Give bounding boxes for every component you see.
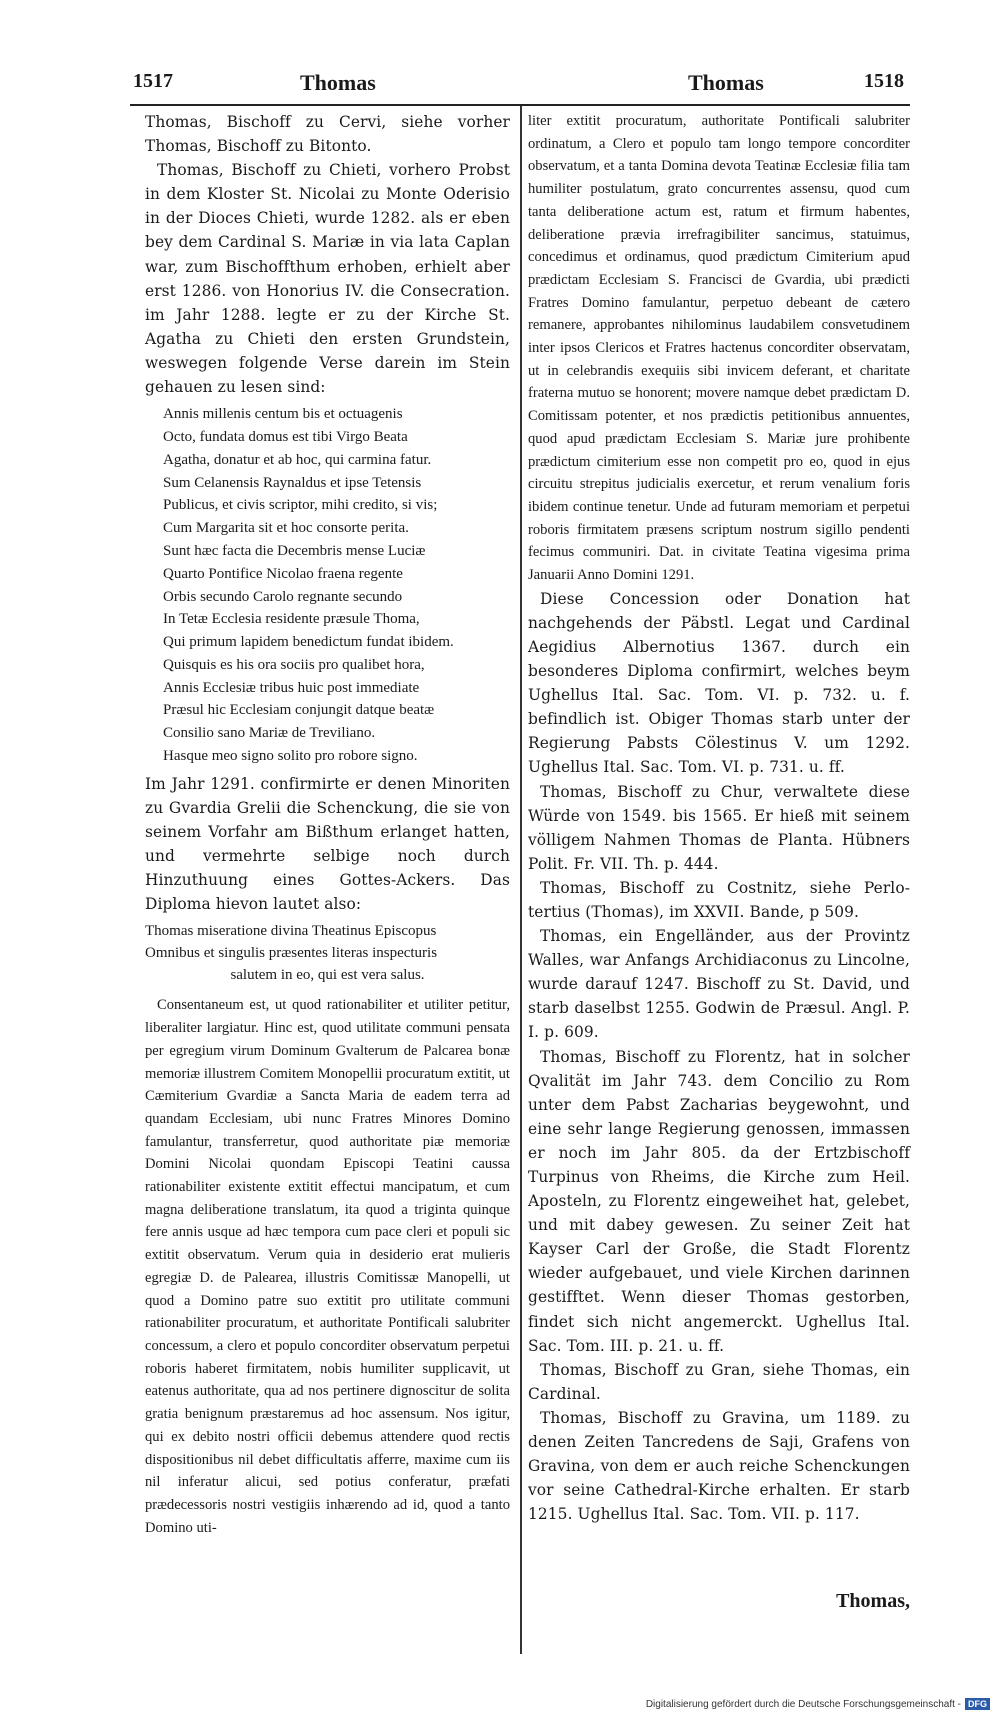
verse-line: Publicus, et civis scriptor, mihi credito, si vis; <box>163 497 438 514</box>
entry-thomas-englaender: Thomas, ein Engelländer, aus der Provintz Walles, war Anfangs Archidiaconus zu Lincolne, wurde darauf 1247. Bischoff zu St. David, und starb daselbst 1255. Godwin de Præsul. Angl. P. I. p. 609. <box>528 927 910 1042</box>
entry-thomas-gran: Thomas, Bischoff zu Gran, siehe Thomas, ein Cardinal. <box>528 1360 910 1403</box>
verse-line: Octo, fundata domus est tibi Virgo Beata <box>163 428 408 445</box>
verse-line: Cum Margarita sit et hoc consorte perita. <box>163 520 409 537</box>
entry-thomas-chieti: Thomas, Bischoff zu Chieti, vorhero Probst in dem Kloster St. Nicolai zu Monte Oderisio in der Dioces Chieti, wurde 1282. als er eben bey dem Cardinal S. Mariæ in via lata Caplan war, zum Bischoffthum erhoben, erhielt aber erst 1286. von Honorius IV. die Consecration. im Jahr 1288. legte er zu der Kirche St. Agatha zu Chieti den ersten Grundstein, weswegen folgende Verse darein im Stein gehauen zu lesen sind: <box>145 161 510 397</box>
left-page-number: 1517 <box>133 70 173 92</box>
diploma-line: Omnibus et singulis præsentes literas inspecturis <box>145 945 438 962</box>
right-running-title: Thomas <box>688 70 764 95</box>
verse-line: Sum Celanensis Raynaldus et ipse Tetensis <box>163 474 422 491</box>
verse-line: In Tetæ Ecclesia residente præsule Thoma, <box>163 611 420 628</box>
entry-thomas-gravina: Thomas, Bischoff zu Gravina, um 1189. zu denen Zeiten Tancredens de Saji, Grafens von Gravina, von dem er auch reiche Schenckungen vor seine Cathedral-Kirche erhalten. Er starb 1215. Ughellus Ital. Sac. Tom. VII. p. 117. <box>528 1408 910 1524</box>
diploma-heading <box>145 920 510 986</box>
diploma-text: Consentaneum est, ut quod rationabiliter et utiliter petitur, liberaliter largiatur. Hinc est, quod utilitate communi pensata per egregium virum Dominum Gvalterum de Palcarea bonæ memoriæ illustrem Comitem Monopellii procuratum extitit, ut Cæmiterium Gvardiæ a Sancta Maria de eadem terra ad quandam Ecclesiam, ubi nunc Fratres Minores Domino famulantur, transferretur, quod authoritate piæ memoriæ Domini Nicolai quondam Episcopi Teatini caussa rationabiliter existente extitit effectui mancipatum, et cum magna deliberatione translatum, ita quod a triginta quinque fere annis usque ad hæc tempora cum pace cleri et populi sic extitit observatum. Verum quia in desiderio erat mulieris egregiæ D. de Palearea, illustris Comitissæ Manopelli, ut quod a Domino patre suo extitit pro utilitate communi rationabiliter procuratum, et authoritate Pontificali salubriter concessum, a clero et populo concorditer observatum perpetui roboris haberet firmitatem, nobis humiliter supplicavit, ut eatenus authoritate, qua ad nos pertinere dignoscitur de solita gratia benignum præstaremus ad hoc assensum. Nos igitur, qui ex debito nostri officii debemus attendere quod rectis dispositionibus nil debet difficultatis afferre, maxime cum iis nil inferatur alicui, sed potius conferatur, præfati prædecessoris nostri vestigiis inhærendo ad id, quod a tanto Domino uti- <box>145 997 510 1536</box>
entry-thomas-cervi: Thomas, Bischoff zu Cervi, siehe vorher Thomas, Bischoff zu Bitonto. <box>145 113 510 156</box>
right-page-number: 1518 <box>864 70 904 92</box>
right-column <box>528 110 910 1526</box>
verse-line: Quarto Pontifice Nicolao fraena regente <box>163 565 403 582</box>
entry-thomas-chur: Thomas, Bischoff zu Chur, verwaltete diese Würde von 1549. bis 1565. Er hieß mit seinem völligem Nahmen Thomas de Planta. Hübners Polit. Fr. VII. Th. p. 444. <box>528 782 910 873</box>
verse-line: Sunt hæc facta die Decembris mense Luciæ <box>163 542 426 559</box>
diploma-line: Thomas miseratione divina Theatinus Episcopus <box>145 923 437 940</box>
footer-text: Digitalisierung gefördert durch die Deutsche Forschungsgemeinschaft - <box>645 1698 961 1710</box>
verse-line: Annis millenis centum bis et octuagenis <box>163 406 403 423</box>
diploma-line: salutem in eo, qui est vera salus. <box>230 967 425 984</box>
verse-line: Consilio sano Mariæ de Treviliano. <box>163 725 376 742</box>
dfg-logo-icon: DFG <box>965 1698 990 1710</box>
diploma-text-continued: liter extitit procuratum, authoritate Pontificali salubriter ordinatum, a Clero et populo tam longo tempore concorditer observatum, et a tanta Domina devota Teatinæ Ecclesiæ filia tam humiliter postulatum, grato concurrentes assensu, quod cum tanta deliberatione actum est, ratum et firmum habentes, deliberatione prævia irrefragibiliter sancimus, statuimus, concedimus et ordinamus, quod prædictum Cimiterium apud prædictam Ecclesiam S. Francisci de Gvardia, ubi prædicti Fratres Domino famulantur, perpetuo debeant de cætero remanere, approbantes nihilominus laudabilem consvetudinem inter ipsos Clericos et Fratres hactenus concorditer observatam, ut in celebrandis exequiis sibi invicem deferant, et charitate fraterna mutuo se honorent; movere namque debet prædictam D. Comitissam potenter, et nos prædictis petitionibus annuentes, quod apud prædictam Ecclesiam S. Mariæ jure prohibente prædictum cimiterium esse non competit pro eo, quod in ejus circuitu strepitus judicialis exercetur, et rerum venalium foris ibidem continue tenetur. Unde ad futuram memoriam et perpetui roboris firmitatem præsens scriptum nostrum sigillo pendenti fecimus communiri. Dat. in civitate Teatina vigesima prima Januarii Anno Domini 1291. <box>528 113 910 584</box>
verse-line: Agatha, donatur et ab hoc, qui carmina fatur. <box>163 451 432 468</box>
verse-line: Qui primum lapidem benedictum fundat ibidem. <box>163 634 454 651</box>
verse-line: Quisquis es his ora sociis pro qualibet hora, <box>163 656 425 673</box>
entry-thomas-costnitz: Thomas, Bischoff zu Costnitz, siehe Perlo-tertius (Thomas), im XXVII. Bande, p 509. <box>528 878 910 921</box>
left-column <box>145 110 510 1539</box>
verse-line: Orbis secundo Carolo regnante secundo <box>163 588 403 605</box>
catchword: Thomas, <box>836 1590 910 1612</box>
verse-line: Præsul hic Ecclesiam conjungit datque beatæ <box>163 702 435 719</box>
inscription-verses <box>163 403 510 768</box>
left-running-title: Thomas <box>300 70 376 95</box>
column-divider <box>520 106 522 1654</box>
verse-line: Hasque meo signo solito pro robore signo. <box>163 748 418 765</box>
verse-line: Annis Ecclesiæ tribus huic post immediate <box>163 679 420 696</box>
digitization-footer <box>646 1698 990 1710</box>
entry-concession-note: Diese Concession oder Donation hat nachgehends der Päbstl. Legat und Cardinal Aegidius Albernotius 1367. durch ein besonderes Diploma confirmirt, welches beym Ughellus Ital. Sac. Tom. VI. p. 732. u. f. befindlich ist. Obiger Thomas starb unter der Regierung Pabsts Cölestinus V. um 1292. Ughellus Ital. Sac. Tom. VI. p. 731. u. ff. <box>528 589 910 777</box>
entry-confirmation-1291: Im Jahr 1291. confirmirte er denen Minoriten zu Gvardia Grelii die Schenckung, die sie von seinem Vorfahr am Bißthum erlanget hatten, und vermehrte selbige noch durch Hinzuthuung eines Gottes-Ackers. Das Diploma hievon lautet also: <box>145 774 510 914</box>
entry-thomas-florentz: Thomas, Bischoff zu Florentz, hat in solcher Qvalität im Jahr 743. dem Concilio zu Rom unter dem Pabst Zacharias beygewohnt, und eine sehr lange Regierung genossen, immassen er noch im Jahr 805. da der Ertzbischoff Turpinus von Rheims, die Kirche zum Heil. Aposteln, zu Florentz eingeweihet hat, gelebet, und mit dabey gewesen. Zu seiner Zeit hat Kayser Carl der Große, die Stadt Florentz wieder aufgebauet, und viele Kirchen darinnen gestifftet. Wenn dieser Thomas gestorben, findet sich nicht angemerckt. Ughellus Ital. Sac. Tom. III. p. 21. u. ff. <box>528 1047 910 1355</box>
